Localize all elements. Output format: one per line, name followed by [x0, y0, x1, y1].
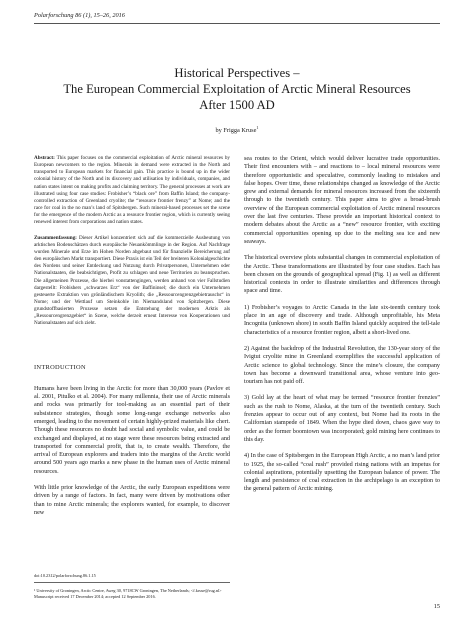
- body-paragraph: The historical overview plots substantial changes in commercial exploitation of the Arctic. These transformations are illustrated by four case studies. Each has been chosen on the grounds of geographical spread (Fig. 1) as well as different historical contexts in order to illustrate similarities and differences through space and time.: [244, 255, 440, 295]
- journal-citation: Polarforschung 86 (1), 15–26, 2016: [34, 12, 125, 19]
- body-paragraph: sea routes to the Orient, which would deliver lucrative trade opportunities. Their first encounters with – and reactions to – local mineral resources were therefore opportunistic and speculative, commonly leading to mistakes and false hopes. Over time, these relationships changed as knowledge of the Arctic grew and external demands for mineral resources increased from the sixteenth through to the twentieth century. This paper aims to give a broad-brush overview of the European commercial exploitation of Arctic mineral resources over the last five centuries. These provide an important historical context to modern debates about the Arctic as a “new” resource frontier, with exciting commercial opportunities opening up due to the melting sea ice and new seaways.: [244, 156, 440, 245]
- section-heading-introduction: INTRODUCTION: [34, 363, 86, 371]
- left-column: [34, 155, 230, 517]
- title-line-1: Historical Perspectives –: [174, 66, 300, 80]
- author-affiliation-mark: 1: [256, 124, 259, 130]
- author-name: by Frigga Kruse: [215, 127, 257, 134]
- footnotes: [34, 573, 230, 600]
- doi: doi:10.2312/polarforschung.86.1.15: [34, 573, 230, 583]
- title-block: [34, 65, 440, 134]
- header-rule: [34, 23, 440, 24]
- right-column: [244, 155, 440, 494]
- title-line-2: The European Commercial Exploitation of Arctic Mineral Resources: [63, 82, 411, 96]
- manuscript-dates: Manuscript received 17 December 2014; accepted 12 September 2016.: [34, 593, 156, 599]
- case-study-paragraph: 1) Frobisher’s voyages to Arctic Canada in the late six-teenth century took place in an age of discovery and trade. Although unprofitable, his Meta Incognita (unknown shore) in south Baffin Island quickly acquired the tell-tale characteristics of a resource frontier region, albeit a short-lived one.: [244, 304, 440, 336]
- case-study-paragraph: 4) In the case of Spitsbergen in the European High Arctic, a no man’s land prior to 1925, the so-called “coal rush” provided rising nations with an impetus for colonial aspirations, potentially upsetting the European balance of power. The length and persistence of coal extraction in the archipelago is an exception to the general pattern of Arctic mining.: [244, 453, 440, 493]
- title-line-3: After 1500 AD: [199, 98, 275, 112]
- case-study-paragraph: 2) Against the backdrop of the Industrial Revolution, the 130-year story of the Ivigtut cryolite mine in Greenland exemplifies the successful application of Arctic science to global technology. Since the mine’s closure, the company town has become a downward transitional area, whose venture into geo-tourism has not paid off.: [244, 345, 440, 386]
- abstract-label: Abstract:: [34, 155, 55, 161]
- author-line: [34, 124, 440, 134]
- intro-paragraph: With little prior knowledge of the Arctic, the early European expeditions were driven by a range of factors. In fact, many were driven by motivations other than to mine Arctic minerals; the explorers wanted, for example, to discover new: [34, 485, 230, 516]
- page-number: 15: [433, 603, 440, 610]
- affiliation-footnote: ¹ University of Groningen, Arctic Centre, Aweg 30, 9718CW Groningen, The Netherlands; <f.kruse@rug.nl>: [34, 587, 222, 593]
- abstract: [34, 155, 230, 227]
- zusammenfassung: [34, 235, 230, 328]
- zusammenfassung-label: Zusammenfassung:: [34, 234, 77, 241]
- case-study-paragraph: 3) Gold lay at the heart of what may be termed “resource frontier frenzies” such as the rush to Nome, Alaska, at the turn of the twentieth century. Such frenzies appear to occur out of any context, but Nome had its roots in the Californian stampede of 1849. When the hype died down, chaos gave way to order as the former boomtown was incorporated; gold mining here continues to this day.: [244, 395, 440, 443]
- intro-paragraph: Humans have been living in the Arctic for more than 30,000 years (Pavlov et al. 2001, Pitulko et al. 2004). For many millennia, their use of Arctic minerals and rocks was primarily for tool-making as an essential part of their subsistence strategies, though some long-range exchange networks also emerged, leading to the movement of certain highly-prized materials like chert. Though these resources no doubt had social and symbolic value, and could be exchanged and displayed, at no stage were these resources being extracted and transported for commercial profit, that is, to create wealth. Therefore, the arrival of European explorers and traders into the margins of the Arctic world around 500 years ago marks a new phase in the human uses of Arctic mineral resources.: [34, 385, 230, 475]
- abstract-text: This paper focuses on the commercial exploitation of Arctic mineral resources by European newcomers to the region. Minerals in demand were extracted in the North and transported to European markets for financial gain. This practice is bound up in the wider colonial history of the North and its discovery and utilisation by individuals, companies, and nation states intent on making profits and claiming territory. The general processes at work are illustrated using four case studies: Frobisher’s “black ore” from Baffin Island; the company-controlled extraction of Greenland cryolite; the “resource frontier frenzy” at Nome; and the race for coal in the no man’s land of Spitsbergen. Such mineral-based processes set the scene for the emergence of the modern Arctic as a resource frontier region, which is currently seeing renewed interest from corporations and nation states.: [34, 155, 230, 226]
- zusammenfassung-text: Dieser Artikel konzentriert sich auf die kommerzielle Ausbeutung von arktischen Bodenschätzen durch europäische Neuankömmlinge in der Region. Auf Nachfrage wurden Minerale und Erze im Hohen Norden abgebaut und für finanzielle Bereicherung auf den europäischen Markt transportiert. Diese Praxis ist ein Teil der breiteren Kolonialgeschichte des Nordens und seiner Entdeckung und Nutzung durch Privatpersonen, Unternehmen oder Nationalstaaten, die beabsichtigten, Profit zu schlagen und neue Territorien zu beanspruchen. Die allgemeinen Prozesse, die hierbei vonstattengingen, werden anhand von vier Fallstudien dargestellt: Frobishers „schwarzes Erz“ von der Baffininsel; die durch ein Unternehmen gesteuerte Extraktion von grönländischem Kryolith; die „Ressourcengrenzgebietrauschs“ in Nome; und der Wettlauf um Steinkohle im Niemandsland von Spitzbergen. Diese grundstoffbasierten Prozesse setzen die Entstehung der modernen Arktis als „Ressourcengrenzgebiet“ in Szene, welche derzeit erneut Interesse von Kooperationen und Nationalstaaten auf sich zieht.: [34, 234, 230, 327]
